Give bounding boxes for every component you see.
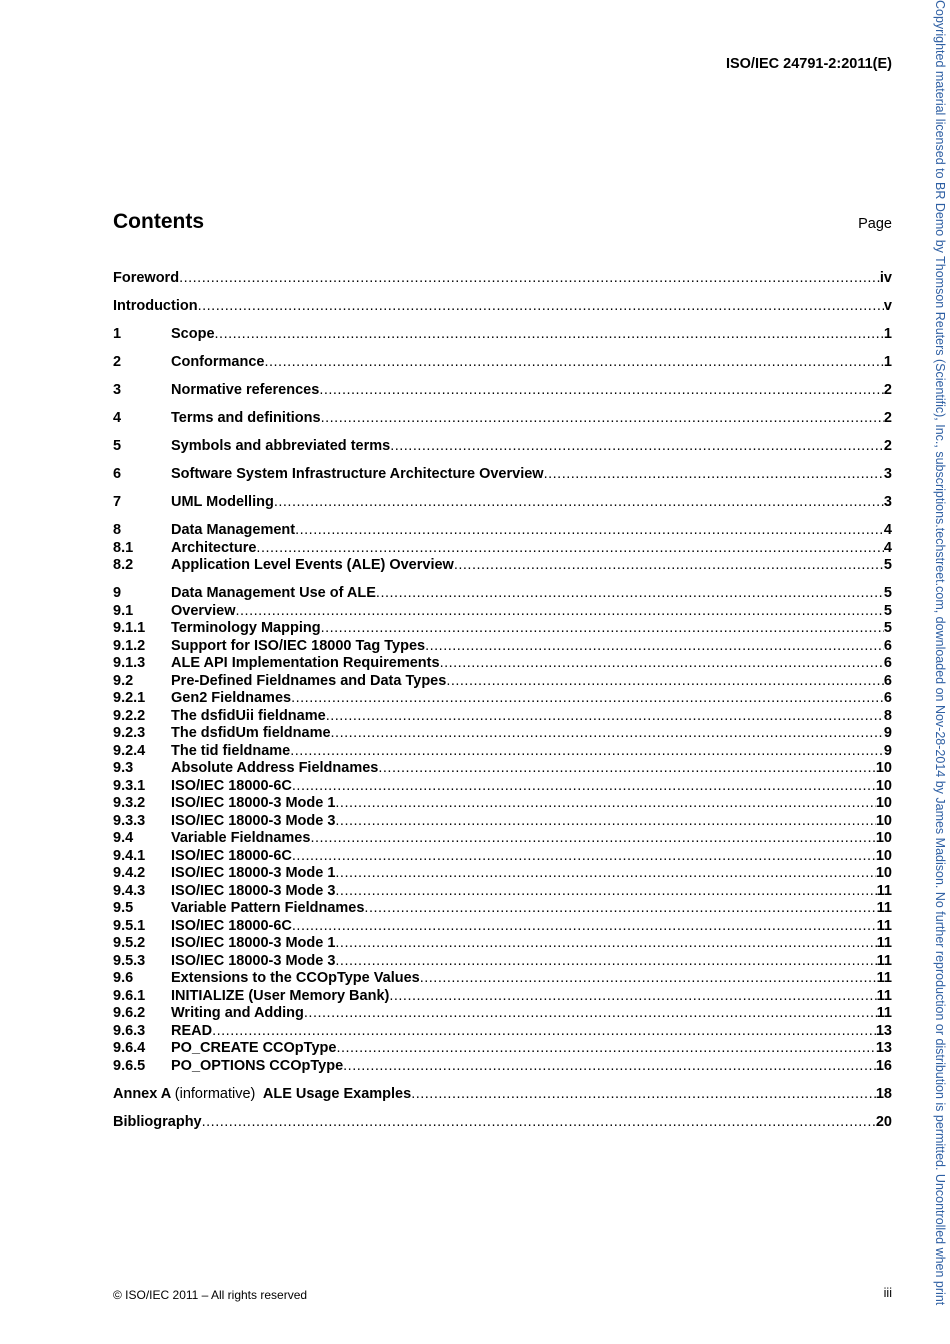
copyright-notice: © ISO/IEC 2011 – All rights reserved <box>113 1288 308 1302</box>
dot-leader <box>321 620 884 636</box>
toc-entry-number: 6 <box>113 466 122 482</box>
toc-entry-title: Application Level Events (ALE) Overview <box>171 557 454 573</box>
toc-entry-bibliography[interactable] <box>113 1114 892 1132</box>
toc-entry-title: ISO/IEC 18000-3 Mode 1 <box>171 865 336 881</box>
toc-entry[interactable] <box>113 883 892 901</box>
toc-entry[interactable] <box>113 1058 892 1076</box>
toc-entry-title: Data Management Use of ALE <box>171 585 376 601</box>
toc-entry-number: 9.2.3 <box>113 725 146 741</box>
toc-entry-title: ISO/IEC 18000-6C <box>171 917 292 934</box>
toc-entry[interactable] <box>113 690 892 708</box>
toc-entry-page: 16 <box>875 1057 892 1074</box>
toc-entry-number: 9.4.2 <box>113 865 146 881</box>
dot-leader <box>291 690 884 706</box>
dot-leader <box>376 585 884 601</box>
toc-entry-title: The tid fieldname <box>171 742 291 759</box>
toc-entry-number: 9.6.4 <box>113 1040 146 1056</box>
toc-entry[interactable] <box>113 970 892 988</box>
toc-entry[interactable] <box>113 953 892 971</box>
toc-entry[interactable] <box>113 494 892 512</box>
toc-entry-page: 5 <box>883 557 892 573</box>
toc-entry[interactable] <box>113 466 892 484</box>
toc-entry[interactable] <box>113 655 892 673</box>
toc-entry-page: 2 <box>883 438 892 454</box>
dot-leader <box>335 953 876 969</box>
toc-entry-title: Software System Infrastructure Architecture Overview <box>171 466 544 482</box>
page-number: iii <box>883 1286 892 1300</box>
toc-entry-page: 11 <box>876 987 892 1004</box>
toc-entry-page: 9 <box>883 725 892 741</box>
toc-entry-number: 9.1 <box>113 602 134 619</box>
dot-leader <box>264 354 883 370</box>
toc-entry-number: 9.4.1 <box>113 847 146 864</box>
toc-entry-page: 13 <box>875 1022 892 1039</box>
toc-entry[interactable] <box>113 760 892 778</box>
dot-leader <box>321 410 884 426</box>
toc-entry[interactable] <box>113 900 892 918</box>
toc-entry[interactable] <box>113 1005 892 1023</box>
dot-leader <box>236 603 884 619</box>
toc-entry-page: 5 <box>883 620 892 636</box>
toc-entry[interactable] <box>113 813 892 831</box>
dot-leader <box>331 725 884 741</box>
toc-entry-number: 9.1.1 <box>113 620 146 636</box>
toc-entry-page: 11 <box>876 900 892 916</box>
toc-entry[interactable] <box>113 603 892 621</box>
toc-entry-number: 9.2.1 <box>113 690 146 706</box>
dot-leader <box>198 298 884 314</box>
toc-entry-title: Extensions to the CCOpType Values <box>171 970 420 986</box>
toc-entry-page: 5 <box>883 602 892 619</box>
toc-entry-page: 11 <box>876 935 892 951</box>
toc-entry-number: 9.5 <box>113 900 134 916</box>
toc-entry-title: Terms and definitions <box>171 410 321 426</box>
dot-leader <box>336 1040 875 1056</box>
toc-entry-page: 20 <box>875 1113 892 1130</box>
toc-entry[interactable] <box>113 708 892 726</box>
dot-leader <box>179 270 880 286</box>
toc-entry-title: ISO/IEC 18000-3 Mode 3 <box>171 952 336 969</box>
toc-entry-page: 9 <box>883 742 892 759</box>
toc-entry[interactable] <box>113 354 892 372</box>
toc-entry-title: Introduction <box>113 298 198 314</box>
dot-leader <box>212 1023 876 1039</box>
dot-leader <box>389 988 876 1004</box>
dot-leader <box>319 382 884 398</box>
toc-entry-number: 9.6 <box>113 970 134 986</box>
toc-entry-page: 11 <box>876 1005 892 1021</box>
toc-entry[interactable] <box>113 557 892 575</box>
toc-entry-page: 10 <box>875 865 892 881</box>
toc-entry[interactable] <box>113 540 892 558</box>
dot-leader <box>335 935 876 951</box>
toc-entry-title: ISO/IEC 18000-3 Mode 3 <box>171 812 336 829</box>
toc-entry-title: Overview <box>171 602 236 619</box>
toc-entry-title: ISO/IEC 18000-3 Mode 1 <box>171 935 336 951</box>
toc-entry[interactable] <box>113 935 892 953</box>
toc-entry-title: PO_OPTIONS CCOpType <box>171 1057 344 1074</box>
toc-entry-number: 3 <box>113 382 122 398</box>
toc-entry[interactable] <box>113 918 892 936</box>
toc-entry[interactable] <box>113 673 892 691</box>
toc-entry-title: Normative references <box>171 382 320 398</box>
toc-entry-page: v <box>883 298 892 314</box>
toc-entry-title: Symbols and abbreviated terms <box>171 438 391 454</box>
toc-entry-page: 10 <box>875 830 892 846</box>
toc-entry-title: ISO/IEC 18000-6C <box>171 777 292 794</box>
toc-entry[interactable] <box>113 725 892 743</box>
toc-entry-number: 8.2 <box>113 557 134 573</box>
dot-leader <box>335 865 875 881</box>
dot-leader <box>292 848 876 864</box>
annex-qualifier: (informative) <box>174 1085 256 1102</box>
toc-entry[interactable] <box>113 865 892 883</box>
toc-entry-number: 9.6.3 <box>113 1022 146 1039</box>
toc-entry-number: 9 <box>113 585 122 601</box>
toc-entry-page: 11 <box>876 882 892 899</box>
toc-entry-page: 4 <box>883 522 892 538</box>
toc-entry-number: 4 <box>113 410 122 426</box>
toc-entry-title: Absolute Address Fieldnames <box>171 760 379 776</box>
toc-entry-page: 11 <box>876 970 892 986</box>
toc-entry-title: Variable Pattern Fieldnames <box>171 900 365 916</box>
toc-entry-number: 5 <box>113 438 122 454</box>
toc-entry[interactable] <box>113 1040 892 1058</box>
toc-entry-page: 1 <box>883 354 892 370</box>
toc-entry-number: 9.4 <box>113 830 134 846</box>
toc-entry-annex[interactable] <box>113 1086 892 1104</box>
dot-leader <box>335 795 875 811</box>
toc-entry-title: Writing and Adding <box>171 1005 304 1021</box>
toc-entry-number: 9.5.1 <box>113 917 146 934</box>
toc-entry-number: 9.5.3 <box>113 952 146 969</box>
annex-name: ALE Usage Examples <box>262 1085 412 1102</box>
dot-leader <box>335 813 875 829</box>
toc-entry-number: 9.2.4 <box>113 742 146 759</box>
toc-entry[interactable] <box>113 326 892 344</box>
toc-entry-number: 9.1.2 <box>113 637 146 654</box>
page-column-label: Page <box>858 216 892 232</box>
toc-entry[interactable] <box>113 410 892 428</box>
toc-entry-title: ISO/IEC 18000-6C <box>171 847 292 864</box>
toc-entry[interactable] <box>113 298 892 316</box>
toc-entry[interactable] <box>113 1023 892 1041</box>
toc-entry-page: 1 <box>883 326 892 342</box>
toc-entry[interactable] <box>113 795 892 813</box>
dot-leader <box>343 1058 876 1074</box>
toc-entry[interactable] <box>113 778 892 796</box>
toc-entry-number: 1 <box>113 326 122 342</box>
toc-entry[interactable] <box>113 522 892 540</box>
toc-entry-number: 9.1.3 <box>113 655 146 671</box>
toc-entry-page: iv <box>879 270 892 286</box>
toc-entry-page: 11 <box>876 952 892 969</box>
toc-entry-page: 11 <box>876 917 892 934</box>
annex-title-group <box>113 1086 411 1102</box>
dot-leader <box>425 638 884 654</box>
toc-entry-title: The dsfidUm fieldname <box>171 725 331 741</box>
toc-entry-page: 10 <box>875 847 892 864</box>
dot-leader <box>292 778 876 794</box>
dot-leader <box>335 883 876 899</box>
license-watermark: Copyrighted material licensed to BR Demo by Thomson Reuters (Scientific), Inc., subscriptions.techstreet.com, downloaded on Nov-28-2014 by James Madison. No further reproduction or distribution is permitted. Uncontrolled when print <box>933 0 947 1306</box>
toc-entry-number: 9.6.1 <box>113 987 146 1004</box>
toc-entry-page: 3 <box>883 466 892 482</box>
table-of-contents <box>113 270 892 1131</box>
toc-entry-page: 6 <box>883 655 892 671</box>
toc-entry-page: 10 <box>875 760 892 776</box>
document-id: ISO/IEC 24791-2:2011(E) <box>725 56 892 72</box>
toc-entry-title: ISO/IEC 18000-3 Mode 1 <box>171 795 336 811</box>
toc-entry[interactable] <box>113 848 892 866</box>
dot-leader <box>215 326 884 342</box>
dot-leader <box>256 540 884 556</box>
toc-entry-page: 10 <box>875 795 892 811</box>
toc-entry[interactable] <box>113 830 892 848</box>
toc-entry-title: Gen2 Fieldnames <box>171 690 292 706</box>
toc-entry-title: Architecture <box>171 539 257 556</box>
toc-entry-page: 8 <box>883 707 892 724</box>
toc-entry-page: 6 <box>883 672 892 689</box>
toc-entry-page: 4 <box>883 539 892 556</box>
toc-entry-title: Bibliography <box>113 1113 202 1130</box>
toc-entry-number: 9.2 <box>113 672 134 689</box>
dot-leader <box>411 1086 876 1102</box>
toc-entry-title: Terminology Mapping <box>171 620 321 636</box>
dot-leader <box>446 673 884 689</box>
toc-entry-page: 5 <box>883 585 892 601</box>
toc-entry[interactable] <box>113 620 892 638</box>
toc-entry-title: Support for ISO/IEC 18000 Tag Types <box>171 637 426 654</box>
toc-entry-title: Scope <box>171 326 215 342</box>
dot-leader <box>364 900 876 916</box>
toc-entry-number: 9.4.3 <box>113 882 146 899</box>
toc-entry-number: 9.6.2 <box>113 1005 146 1021</box>
toc-entry-page: 3 <box>883 494 892 510</box>
dot-leader <box>304 1005 877 1021</box>
annex-label: Annex A <box>113 1085 171 1102</box>
toc-entry-number: 7 <box>113 494 122 510</box>
toc-entry-number: 9.3.1 <box>113 777 146 794</box>
toc-entry[interactable] <box>113 638 892 656</box>
toc-entry-page: 2 <box>883 410 892 426</box>
dot-leader <box>295 522 884 538</box>
page-title: Contents <box>113 210 204 233</box>
toc-entry-title: ISO/IEC 18000-3 Mode 3 <box>171 882 336 899</box>
dot-leader <box>454 557 884 573</box>
toc-entry-title: READ <box>171 1022 213 1039</box>
toc-entry-number: 8 <box>113 522 122 538</box>
dot-leader <box>290 743 884 759</box>
toc-entry-title: Foreword <box>113 270 180 286</box>
toc-entry-title: PO_CREATE CCOpType <box>171 1040 337 1056</box>
toc-entry-title: Variable Fieldnames <box>171 830 311 846</box>
toc-entry-number: 2 <box>113 354 122 370</box>
toc-entry-title: Pre-Defined Fieldnames and Data Types <box>171 672 447 689</box>
toc-entry-page: 10 <box>875 777 892 794</box>
toc-entry-title: The dsfidUii fieldname <box>171 707 326 724</box>
toc-entry-page: 13 <box>875 1040 892 1056</box>
toc-entry-page: 2 <box>883 382 892 398</box>
dot-leader <box>440 655 884 671</box>
toc-entry-title: Data Management <box>171 522 296 538</box>
toc-entry-page: 6 <box>883 690 892 706</box>
dot-leader <box>274 494 884 510</box>
dot-leader <box>292 918 877 934</box>
dot-leader <box>420 970 877 986</box>
dot-leader <box>390 438 884 454</box>
toc-entry-page: 18 <box>875 1085 892 1102</box>
dot-leader <box>378 760 876 776</box>
toc-entry-page: 6 <box>883 637 892 654</box>
toc-entry-page: 10 <box>875 812 892 829</box>
toc-entry[interactable] <box>113 988 892 1006</box>
dot-leader <box>544 466 884 482</box>
toc-entry[interactable] <box>113 743 892 761</box>
toc-entry[interactable] <box>113 438 892 456</box>
toc-entry-number: 9.3.2 <box>113 795 146 811</box>
dot-leader <box>310 830 875 846</box>
toc-entry-number: 9.6.5 <box>113 1057 146 1074</box>
dot-leader <box>326 708 884 724</box>
toc-entry-title: INITIALIZE (User Memory Bank) <box>171 987 390 1004</box>
toc-entry[interactable] <box>113 270 892 288</box>
toc-entry-number: 9.3 <box>113 760 134 776</box>
dot-leader <box>202 1114 876 1130</box>
toc-entry[interactable] <box>113 382 892 400</box>
toc-entry-number: 9.2.2 <box>113 707 146 724</box>
toc-entry-title: UML Modelling <box>171 494 274 510</box>
toc-entry-number: 8.1 <box>113 539 134 556</box>
toc-entry-title: ALE API Implementation Requirements <box>171 655 440 671</box>
toc-entry-number: 9.5.2 <box>113 935 146 951</box>
toc-entry[interactable] <box>113 585 892 603</box>
toc-entry-number: 9.3.3 <box>113 812 146 829</box>
toc-entry-title: Conformance <box>171 354 265 370</box>
